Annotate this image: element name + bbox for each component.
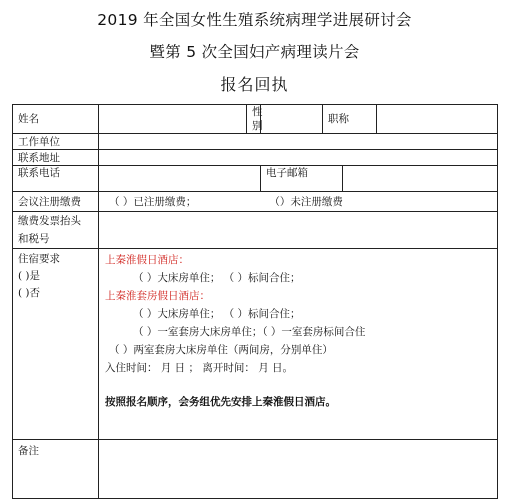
fee-paid-option[interactable]: （ ）已注册缴费； — [109, 195, 197, 208]
email-label: 电子邮箱 — [261, 166, 343, 192]
email-field[interactable] — [343, 166, 498, 192]
hotel2-name: 上秦淮套房假日酒店： — [105, 290, 210, 302]
address-row — [13, 150, 498, 166]
form-heading: 报名回执 — [220, 75, 289, 94]
invoice-field[interactable] — [99, 212, 498, 249]
document-title: 2019 年全国女性生殖系统病理学进展研讨会 — [97, 11, 412, 29]
name-label: 姓名 — [13, 105, 99, 134]
professional-title-label: 职称 — [323, 105, 377, 134]
hotel2-room-options[interactable]: （ ）大床房单住； （ ）标间合住； — [133, 308, 301, 320]
invoice-label-line2: 和税号 — [18, 233, 50, 245]
name-row — [13, 105, 498, 134]
phone-label: 联系电话 — [13, 166, 99, 192]
accommodation-label-cell — [13, 249, 99, 440]
invoice-label — [13, 212, 99, 249]
remarks-label: 备注 — [13, 440, 99, 499]
hotel2-two-room-option[interactable]: （ ）两室套房大床房单住（两间房，分别单住） — [109, 344, 333, 356]
fee-label: 会议注册缴费 — [13, 192, 99, 212]
hotel2-suite-options[interactable]: （ ）一室套房大床房单住；（ ）一室套房标间合住 — [133, 326, 366, 338]
checkin-checkout-line[interactable]: 入住时间： 月 日 ； 离开时间： 月 日。 — [105, 362, 294, 374]
gender-field[interactable] — [261, 105, 323, 134]
document-subtitle: 暨第 5 次全国妇产病理读片会 — [149, 43, 360, 61]
priority-note: 按照报名顺序，会务组优先安排上秦淮假日酒店。 — [105, 396, 336, 408]
professional-title-field[interactable] — [377, 105, 498, 134]
registration-form-table — [12, 104, 498, 499]
accommodation-yes-option[interactable]: ( )是 — [18, 270, 41, 282]
remarks-field[interactable] — [99, 440, 498, 499]
accommodation-label: 住宿要求 — [18, 253, 60, 265]
hotel1-room-options[interactable]: （ ）大床房单住； （ ）标间合住； — [133, 272, 301, 284]
remarks-row — [13, 440, 498, 499]
fee-row — [13, 192, 498, 212]
work-unit-row — [13, 134, 498, 150]
work-unit-label: 工作单位 — [13, 134, 99, 150]
hotel1-name: 上秦淮假日酒店： — [105, 254, 189, 266]
accommodation-row — [13, 249, 498, 440]
gender-label: 性别 — [247, 105, 261, 134]
fee-unpaid-option[interactable]: （）未注册缴费 — [269, 195, 343, 208]
phone-field[interactable] — [99, 166, 261, 192]
contact-row — [13, 166, 498, 192]
invoice-row — [13, 212, 498, 249]
name-field[interactable] — [99, 105, 247, 134]
work-unit-field[interactable] — [99, 134, 498, 150]
accommodation-no-option[interactable]: ( )否 — [18, 287, 41, 299]
address-label: 联系地址 — [13, 150, 99, 166]
invoice-label-line1: 缴费发票抬头 — [18, 215, 81, 227]
accommodation-options — [99, 249, 498, 440]
address-field[interactable] — [99, 150, 498, 166]
